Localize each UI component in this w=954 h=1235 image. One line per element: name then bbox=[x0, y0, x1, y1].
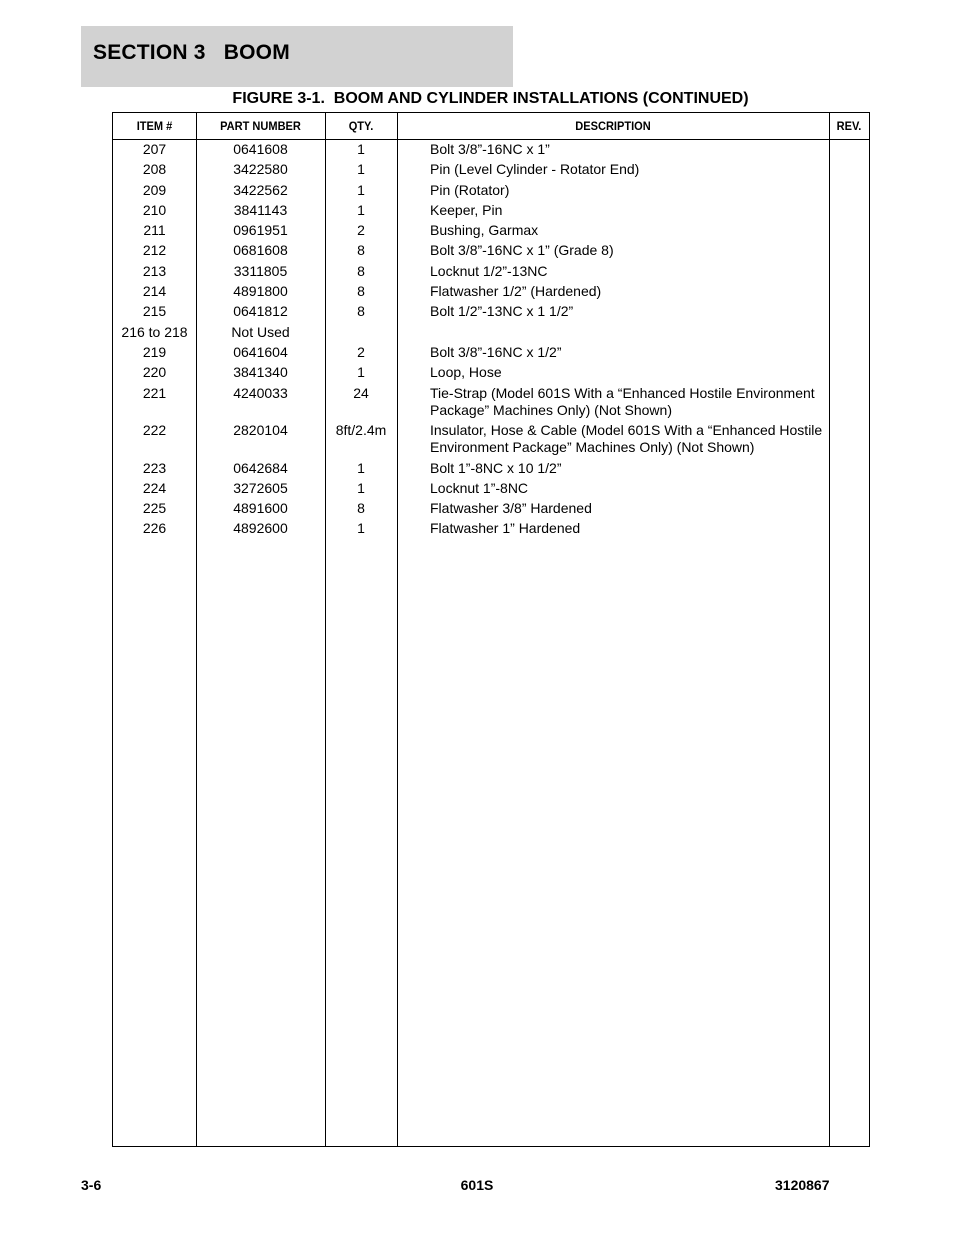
quantity: 8 bbox=[357, 283, 365, 300]
section-banner bbox=[81, 26, 513, 87]
table-row bbox=[113, 201, 869, 221]
table-row bbox=[113, 181, 869, 201]
part-number: 0641608 bbox=[233, 141, 288, 157]
table-row bbox=[113, 499, 869, 519]
part-number: 4891600 bbox=[233, 500, 288, 517]
description: Bolt 3/8”-16NC x 1/2” bbox=[430, 343, 562, 360]
quantity: 1 bbox=[357, 181, 365, 198]
part-number: 3841340 bbox=[233, 364, 288, 381]
quantity: 1 bbox=[357, 141, 365, 157]
part-number: 0641604 bbox=[233, 343, 288, 360]
description: Pin (Level Cylinder - Rotator End) bbox=[430, 161, 640, 178]
header-item: ITEM # bbox=[136, 119, 173, 133]
figure-title: FIGURE 3-1. BOOM AND CYLINDER INSTALLATIONS (CONTINUED) bbox=[232, 90, 749, 107]
section-title: SECTION 3 BOOM bbox=[93, 41, 290, 64]
description: Bolt 3/8”-16NC x 1” bbox=[430, 141, 550, 157]
item-number: 222 bbox=[142, 422, 167, 439]
table-row bbox=[113, 282, 869, 302]
item-number: 215 bbox=[142, 303, 167, 320]
part-number: 0641812 bbox=[233, 303, 288, 320]
quantity bbox=[325, 323, 397, 324]
item-number: 209 bbox=[142, 181, 167, 198]
table-row bbox=[113, 421, 869, 459]
part-number: 3272605 bbox=[233, 479, 288, 496]
table-row bbox=[113, 160, 869, 180]
part-number: 2820104 bbox=[233, 422, 288, 439]
description: Tie-Strap (Model 601S With a “Enhanced Hostile Environment Package” Machines Only) (Not Shown) bbox=[430, 384, 815, 418]
part-number: 4891800 bbox=[233, 283, 288, 300]
header-part-number: PART NUMBER bbox=[220, 119, 301, 133]
table-row bbox=[113, 262, 869, 282]
description bbox=[430, 323, 830, 324]
table-row bbox=[113, 479, 869, 499]
table-row bbox=[113, 323, 869, 343]
item-number: 212 bbox=[142, 242, 167, 259]
description: Loop, Hose bbox=[430, 364, 502, 381]
model-name: 601S bbox=[460, 1177, 494, 1193]
part-number: 3422580 bbox=[233, 161, 288, 178]
item-number: 219 bbox=[142, 343, 167, 360]
item-number: 223 bbox=[142, 459, 167, 476]
quantity: 1 bbox=[357, 520, 365, 537]
quantity: 8 bbox=[357, 303, 365, 320]
table-header bbox=[113, 113, 869, 140]
description: Bushing, Garmax bbox=[430, 222, 539, 239]
table-row bbox=[113, 363, 869, 383]
item-number: 221 bbox=[142, 384, 167, 401]
description: Bolt 1”-8NC x 10 1/2” bbox=[430, 459, 562, 476]
description: Insulator, Hose & Cable (Model 601S With a “Enhanced Hostile Environment Package” Machines Only) (Not Shown) bbox=[430, 422, 823, 456]
table-row bbox=[113, 140, 869, 160]
description: Bolt 3/8”-16NC x 1” (Grade 8) bbox=[430, 242, 614, 259]
item-number: 210 bbox=[142, 201, 167, 218]
item-number: 208 bbox=[142, 161, 167, 178]
header-description: DESCRIPTION bbox=[575, 119, 651, 133]
quantity: 8 bbox=[357, 262, 365, 279]
quantity: 2 bbox=[357, 343, 365, 360]
table-row bbox=[113, 384, 869, 422]
table-row bbox=[113, 519, 869, 539]
quantity: 2 bbox=[357, 222, 365, 239]
item-number: 225 bbox=[142, 500, 167, 517]
description: Keeper, Pin bbox=[430, 201, 503, 218]
table-row bbox=[113, 302, 869, 322]
description: Flatwasher 1” Hardened bbox=[430, 520, 581, 537]
quantity: 8ft/2.4m bbox=[335, 422, 387, 439]
item-number: 214 bbox=[142, 283, 167, 300]
document-number: 3120867 bbox=[775, 1177, 830, 1193]
part-number: 3311805 bbox=[233, 262, 288, 279]
header-rev: REV. bbox=[836, 119, 862, 133]
item-number: 220 bbox=[142, 364, 167, 381]
part-number: 4892600 bbox=[233, 520, 288, 537]
table-row bbox=[113, 241, 869, 261]
part-number: 4240033 bbox=[233, 384, 288, 401]
part-number: 3422562 bbox=[233, 181, 288, 198]
quantity: 1 bbox=[357, 161, 365, 178]
item-number: 224 bbox=[142, 479, 167, 496]
description: Pin (Rotator) bbox=[430, 181, 510, 198]
item-number: 207 bbox=[142, 141, 167, 157]
description: Flatwasher 1/2” (Hardened) bbox=[430, 283, 602, 300]
item-number: 213 bbox=[142, 262, 167, 279]
description: Locknut 1”-8NC bbox=[430, 479, 529, 496]
table-body bbox=[113, 140, 869, 540]
part-number: 0961951 bbox=[233, 222, 288, 239]
table-row bbox=[113, 459, 869, 479]
parts-table bbox=[112, 112, 870, 1147]
item-number: 226 bbox=[142, 520, 167, 537]
quantity: 1 bbox=[357, 459, 365, 476]
quantity: 1 bbox=[357, 364, 365, 381]
quantity: 1 bbox=[357, 479, 365, 496]
part-number: 0642684 bbox=[233, 459, 288, 476]
table-row bbox=[113, 343, 869, 363]
header-qty: QTY. bbox=[348, 119, 374, 133]
part-number: 0681608 bbox=[233, 242, 288, 259]
item-number: 216 to 218 bbox=[121, 323, 188, 340]
description: Locknut 1/2”-13NC bbox=[430, 262, 548, 279]
part-number: Not Used bbox=[231, 323, 290, 340]
quantity: 8 bbox=[357, 242, 365, 259]
quantity: 8 bbox=[357, 500, 365, 517]
page-number: 3-6 bbox=[81, 1177, 102, 1193]
item-number: 211 bbox=[143, 222, 166, 239]
quantity: 1 bbox=[357, 201, 365, 218]
quantity: 24 bbox=[353, 384, 369, 401]
part-number: 3841143 bbox=[233, 201, 288, 218]
description: Bolt 1/2”-13NC x 1 1/2” bbox=[430, 303, 574, 320]
description: Flatwasher 3/8” Hardened bbox=[430, 500, 592, 517]
table-row bbox=[113, 221, 869, 241]
